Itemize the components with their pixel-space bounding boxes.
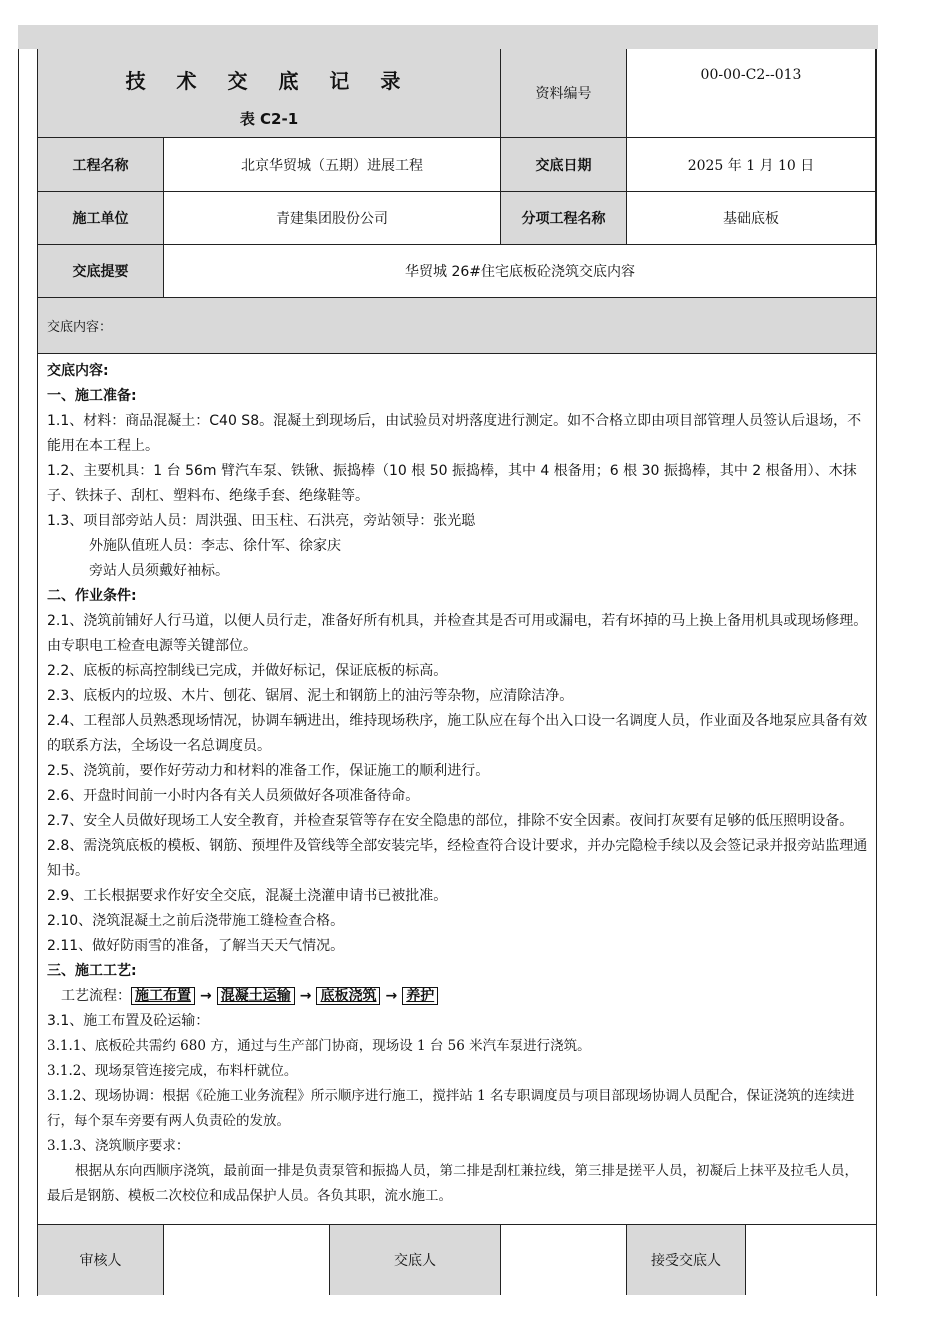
item-2-11: 2.11、做好防雨雪的准备，了解当天天气情况。 [47, 938, 345, 954]
item-3-1-3-text: 根据从东向西顺序浇筑，最前面一排是负责泵管和振捣人员，第二排是刮杠兼拉线，第三排是搓平人员，初凝后上抹平及拉毛人员，最后是钢筋、模板二次校位和成品保护人员。各负其职，流水施工。 [47, 1163, 858, 1204]
section-2-title: 二、作业条件: [47, 588, 137, 604]
doc-no-text: 00-00-C2--013 [700, 67, 802, 83]
item-2-10: 2.10、浇筑混凝土之前后浇带施工缝检查合格。 [47, 913, 345, 929]
project-value: 北京华贸城（五期）进展工程 [164, 138, 501, 192]
page-title: 技 术 交 底 记 录 [125, 69, 413, 93]
top-gray-band [18, 25, 878, 49]
item-2-2: 2.2、底板的标高控制线已完成，并做好标记，保证底板的标高。 [47, 663, 448, 679]
form-number: 表 C2-1 [239, 110, 299, 128]
flow-step-transport: 混凝土运输 [217, 987, 295, 1005]
unit-value: 青建集团股份公司 [164, 192, 501, 245]
content-section-label: 交底内容： [38, 298, 876, 354]
item-1-1: 1.1、材料：商品混凝土：C40 S8。混凝土到现场后，由试验员对坍落度进行测定。如不合格立即由项目部管理人员签认后退场，不能用在本工程上。 [47, 413, 862, 454]
item-3-1: 3.1、施工布置及砼运输： [47, 1013, 210, 1029]
flow-step-pouring: 底板浇筑 [316, 987, 380, 1005]
item-3-1-2: 3.1.2、现场泵管连接完成，布料杆就位。 [47, 1063, 298, 1079]
title-block [38, 49, 501, 138]
flow-step-layout: 施工布置 [131, 987, 195, 1005]
content-body [38, 354, 876, 1225]
project-label: 工程名称 [38, 138, 164, 192]
unit-label: 施工单位 [38, 192, 164, 245]
item-3-1-3: 3.1.3、浇筑顺序要求： [47, 1138, 190, 1154]
section-3-title: 三、施工工艺: [47, 963, 137, 979]
flow-arrow-icon: → [200, 988, 212, 1004]
receiver-label: 接受交底人 [627, 1225, 746, 1295]
date-label: 交底日期 [501, 138, 627, 192]
process-flow [47, 984, 870, 1009]
item-3-1-1: 3.1.1、底板砼共需约 680 方，通过与生产部门协商，现场设 1 台 56 米汽车泵进行浇筑。 [47, 1038, 591, 1054]
item-2-8: 2.8、需浇筑底板的模板、钢筋、预埋件及管线等全部安装完毕，经检查符合设计要求，并办完隐检手续以及会签记录并报旁站监理通知书。 [47, 838, 868, 879]
receiver-signature [746, 1225, 876, 1295]
item-2-3: 2.3、底板内的垃圾、木片、刨花、锯屑、泥土和钢筋上的油污等杂物，应清除洁净。 [47, 688, 574, 704]
flow-step-curing: 养护 [402, 987, 438, 1005]
item-1-3-crew: 外施队值班人员：李志、徐什军、徐家庆 [89, 538, 341, 554]
item-1-2: 1.2、主要机具：1 台 56m 臂汽车泵、铁锹、振捣棒（10 根 50 振捣棒，其中 4 根备用；6 根 30 振捣棒，其中 2 根备用）、木抹子、铁抹子、刮杠、塑料布、绝缘手套、绝缘鞋等。 [47, 463, 857, 504]
flow-label: 工艺流程： [61, 988, 131, 1004]
summary-value: 华贸城 26#住宅底板砼浇筑交底内容 [164, 245, 876, 298]
reviewer-label: 审核人 [38, 1225, 164, 1295]
item-1-3-note: 旁站人员须戴好袖标。 [89, 563, 229, 579]
section-1-title: 一、施工准备: [47, 388, 137, 404]
item-2-1: 2.1、浇筑前铺好人行马道，以便人员行走，准备好所有机具，并检查其是否可用或漏电，若有坏掉的马上换上备用机具或现场修理。由专职电工检查电源等关键部位。 [47, 613, 868, 654]
left-margin-line [18, 49, 19, 1297]
flow-arrow-icon: → [385, 988, 398, 1004]
summary-label: 交底提要 [38, 245, 164, 298]
disclosure-record-form [37, 49, 877, 1296]
reviewer-signature [164, 1225, 330, 1295]
item-1-3: 1.3、项目部旁站人员：周洪强、田玉柱、石洪亮，旁站领导：张光聪 [47, 513, 476, 529]
item-2-9: 2.9、工长根据要求作好安全交底，混凝土浇灌申请书已被批准。 [47, 888, 448, 904]
item-2-7: 2.7、安全人员做好现场工人安全教育，并检查泵管等存在安全隐患的部位，排除不安全因素。夜间打灰要有足够的低压照明设备。 [47, 813, 854, 829]
date-value: 2025 年 1 月 10 日 [627, 138, 876, 192]
subitem-label: 分项工程名称 [501, 192, 627, 245]
discloser-label: 交底人 [330, 1225, 501, 1295]
discloser-signature [501, 1225, 627, 1295]
doc-no-value [627, 49, 876, 138]
item-3-1-2-coordination: 3.1.2、现场协调：根据《砼施工业务流程》所示顺序进行施工，搅拌站 1 名专职调度员与项目部现场协调人员配合，保证浇筑的连续进行，每个泵车旁要有两人负责砼的发放。 [47, 1088, 855, 1129]
subitem-value: 基础底板 [627, 192, 876, 245]
item-2-6: 2.6、开盘时间前一小时内各有关人员须做好各项准备待命。 [47, 788, 420, 804]
flow-arrow-icon: → [299, 988, 312, 1004]
doc-no-label: 资料编号 [501, 49, 627, 138]
content-heading: 交底内容: [47, 363, 109, 379]
item-2-5: 2.5、浇筑前，要作好劳动力和材料的准备工作，保证施工的顺利进行。 [47, 763, 490, 779]
item-2-4: 2.4、工程部人员熟悉现场情况，协调车辆进出，维持现场秩序，施工队应在每个出入口设一名调度人员，作业面及各地泵应具备有效的联系方法，全场设一名总调度员。 [47, 713, 868, 754]
